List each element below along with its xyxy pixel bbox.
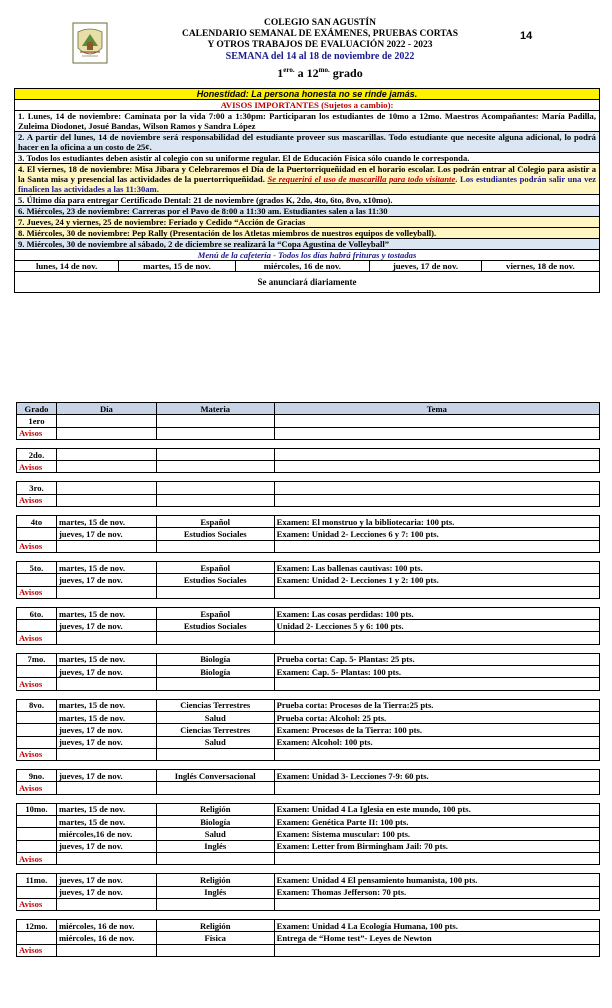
notice-row [15, 206, 600, 217]
topic-cell: Examen: El monstruo y la bibliotecaria: 100 pts. [274, 516, 599, 528]
notices-title: AVISOS IMPORTANTES (Sujetos a cambio): [15, 100, 600, 111]
day-cell [56, 678, 156, 690]
day-cell [56, 586, 156, 598]
topic-cell [274, 448, 599, 460]
spacer-row [17, 865, 600, 874]
day-cell [56, 852, 156, 864]
day-cell: martes, 15 de nov. [56, 711, 156, 723]
grade-range: $1^{ero.}$ a $12^{mo.}$ grado [277, 66, 363, 80]
column-header-dia: Día [56, 403, 156, 415]
topic-cell [274, 482, 599, 494]
notice-number: 9. [18, 239, 25, 249]
topic-cell [274, 678, 599, 690]
avisos-label [17, 828, 57, 840]
avisos-label [17, 574, 57, 586]
topic-cell [274, 461, 599, 473]
motto: Honestidad: La persona honesta no se rinde jamás. [15, 89, 600, 100]
table-row [17, 461, 600, 473]
subject-cell: Salud [156, 828, 274, 840]
day-cell: martes, 15 de nov. [56, 607, 156, 619]
topic-cell: Examen: Unidad 2- Lecciones 1 y 2: 100 pts. [274, 574, 599, 586]
topic-cell: Examen: Genética Parte II: 100 pts. [274, 816, 599, 828]
week-range: SEMANA del 14 al 18 de noviembre de 2022 [225, 51, 415, 62]
subject-cell: Inglés [156, 840, 274, 852]
calendar-subtitle: Y OTROS TRABAJOS DE EVALUACIÓN 2022 - 2023 [207, 40, 433, 50]
day-cell: jueves, 17 de nov. [56, 574, 156, 586]
topic-cell: Examen: Unidad 2- Lecciones 6 y 7: 100 pts. [274, 528, 599, 540]
topic-cell [274, 898, 599, 910]
topic-cell [274, 586, 599, 598]
subject-cell: Biología [156, 816, 274, 828]
topic-cell [274, 632, 599, 644]
table-row [17, 748, 600, 760]
day-cell [56, 427, 156, 439]
spacer-cell [17, 552, 600, 561]
topic-cell: Examen: Unidad 3- Lecciones 7-9: 60 pts. [274, 770, 599, 782]
column-header-tema: Tema [274, 403, 599, 415]
day-cell: miércoles, 16 de nov. [56, 932, 156, 944]
avisos-label: Avisos [17, 586, 57, 598]
table-row [17, 770, 600, 782]
spacer-row [17, 439, 600, 448]
day-cell: martes, 15 de nov. [56, 803, 156, 815]
spacer-cell [17, 911, 600, 920]
column-header-materia: Materia [156, 403, 274, 415]
table-row [17, 782, 600, 794]
topic-cell [274, 852, 599, 864]
day-cell: martes, 15 de nov. [56, 561, 156, 573]
notice-number: 3. [18, 153, 25, 163]
avisos-label [17, 932, 57, 944]
calendar-title: CALENDARIO SEMANAL DE EXÁMENES, PRUEBAS CORTAS [181, 29, 459, 39]
avisos-label [17, 816, 57, 828]
topic-cell: Entrega de “Home test”- Leyes de Newton [274, 932, 599, 944]
topic-cell [274, 540, 599, 552]
notice-row [15, 164, 600, 195]
topic-cell: Examen: Alcohol: 100 pts. [274, 736, 599, 748]
day-cell: martes, 15 de nov. [56, 699, 156, 711]
topic-cell: Examen: Unidad 4 La Ecología Humana, 100 pts. [274, 920, 599, 932]
subject-cell [156, 898, 274, 910]
notice-item [15, 153, 600, 164]
avisos-label [17, 724, 57, 736]
grade-label: 11mo. [17, 874, 57, 886]
avisos-label [17, 666, 57, 678]
subject-cell [156, 944, 274, 956]
table-row [17, 632, 600, 644]
table-row [17, 828, 600, 840]
subject-cell [156, 586, 274, 598]
day-cell [56, 748, 156, 760]
day-cell: martes, 15 de nov. [56, 516, 156, 528]
spacer-row [17, 794, 600, 803]
subject-cell [156, 678, 274, 690]
avisos-label: Avisos [17, 461, 57, 473]
day-cell [56, 415, 156, 427]
avisos-label: Avisos [17, 944, 57, 956]
grade-label: 2do. [17, 448, 57, 460]
spacer-row [17, 552, 600, 561]
spacer-row [17, 690, 600, 699]
notice-row [15, 195, 600, 206]
day-cell [56, 540, 156, 552]
subject-cell [156, 448, 274, 460]
topic-cell [274, 427, 599, 439]
table-row [17, 736, 600, 748]
spacer-cell [17, 865, 600, 874]
table-row [17, 886, 600, 898]
grade-label: 4to [17, 516, 57, 528]
table-row [17, 840, 600, 852]
notice-row [15, 228, 600, 239]
table-row [17, 448, 600, 460]
subject-cell [156, 461, 274, 473]
notice-text: Último día para entregar Certificado Dental: 21 de noviembre (grados K, 2do, 4to, 6to, 8vo, x10mo). [26, 195, 393, 205]
subject-cell [156, 494, 274, 506]
subject-cell: Ciencias Terrestres [156, 724, 274, 736]
avisos-label [17, 620, 57, 632]
notice-item [15, 195, 600, 206]
table-row [17, 516, 600, 528]
avisos-label [17, 711, 57, 723]
subject-cell [156, 852, 274, 864]
subject-cell [156, 748, 274, 760]
notice-text: Miércoles, 30 de noviembre al sábado, 2 de diciembre se realizará la “Copa Agustina de Volleyball” [26, 239, 390, 249]
grade-label: 1ero [17, 415, 57, 427]
day-cell [56, 448, 156, 460]
day-cell [56, 482, 156, 494]
notice-row [15, 239, 600, 250]
avisos-label: Avisos [17, 898, 57, 910]
table-row [17, 653, 600, 665]
table-row [17, 920, 600, 932]
subject-cell: Ciencias Terrestres [156, 699, 274, 711]
notice-row [15, 217, 600, 228]
avisos-label [17, 736, 57, 748]
grade-label: 6to. [17, 607, 57, 619]
notice-text: Jueves, 24 y viernes, 25 de noviembre: Feriado y Cedido “Acción de Gracias [26, 217, 306, 227]
subject-cell: Inglés Conversacional [156, 770, 274, 782]
topic-cell [274, 415, 599, 427]
subject-cell: Salud [156, 711, 274, 723]
notice-text: Miércoles, 23 de noviembre: Carreras por el Pavo de 8:00 a 11:30 am. Estudiantes salen a las 11:30 [26, 206, 388, 216]
spacer-cell [17, 507, 600, 516]
subject-cell: Religión [156, 920, 274, 932]
table-row [17, 803, 600, 815]
day-cell: jueves, 17 de nov. [56, 736, 156, 748]
topic-cell [274, 782, 599, 794]
notice-number: 5. [18, 195, 25, 205]
day-cell: jueves, 17 de nov. [56, 666, 156, 678]
topic-cell: Examen: Thomas Jefferson: 70 pts. [274, 886, 599, 898]
avisos-label [17, 886, 57, 898]
spacer-cell [17, 473, 600, 482]
day-cell [56, 944, 156, 956]
page-number: 14 [520, 30, 533, 42]
notice-item [15, 132, 600, 153]
notices-table [14, 88, 600, 293]
table-row [17, 711, 600, 723]
topic-cell: Examen: Las ballenas cautivas: 100 pts. [274, 561, 599, 573]
notice-item [15, 111, 600, 132]
table-row [17, 699, 600, 711]
table-row [17, 482, 600, 494]
topic-cell: Examen: Unidad 4 El pensamiento humanista, 100 pts. [274, 874, 599, 886]
spacer-cell [17, 761, 600, 770]
avisos-label: Avisos [17, 540, 57, 552]
table-row [17, 586, 600, 598]
grade-label: 12mo. [17, 920, 57, 932]
day-cell: miércoles,16 de nov. [56, 828, 156, 840]
subject-cell [156, 632, 274, 644]
notice-text: A partir del lunes, 14 de noviembre será responsabilidad del estudiante proveer sus mascarillas. Todo estudiante que necesite alguna adicional, lo podrá hacer en la oficina a un costo de 25¢. [18, 132, 596, 152]
table-row [17, 816, 600, 828]
table-row [17, 528, 600, 540]
avisos-label: Avisos [17, 782, 57, 794]
day-cell: jueves, 17 de nov. [56, 528, 156, 540]
topic-cell: Examen: Cap. 5- Plantas: 100 pts. [274, 666, 599, 678]
spacer-row [17, 598, 600, 607]
notice-row [15, 111, 600, 132]
subject-cell: Español [156, 607, 274, 619]
menu-day: lunes, 14 de nov. [15, 261, 119, 272]
avisos-label: Avisos [17, 852, 57, 864]
day-cell: miércoles, 16 de nov. [56, 920, 156, 932]
notice-number: 1. [18, 111, 25, 121]
notice-number: 2. [18, 132, 25, 142]
spacer-cell [17, 439, 600, 448]
notice-number: 4. [18, 164, 25, 174]
subject-cell: Física [156, 932, 274, 944]
school-crest-logo [72, 22, 108, 64]
notice-text: El viernes, 18 de noviembre: Misa Jíbara y Celebraremos el Día de la Puertorriqueñidad en el horario escolar. Los podrán entrar al Colegio para asistir a la Santa misa y presencial las actividades de la puertorriqueñidad. [18, 164, 596, 184]
grade-label: 5to. [17, 561, 57, 573]
subject-cell: Salud [156, 736, 274, 748]
topic-cell: Examen: Unidad 4 La Iglesia en este mundo, 100 pts. [274, 803, 599, 815]
avisos-label: Avisos [17, 494, 57, 506]
day-cell [56, 494, 156, 506]
notice-item [15, 228, 600, 239]
table-row [17, 607, 600, 619]
menu-day: viernes, 18 de nov. [481, 261, 599, 272]
topic-cell: Prueba corta: Procesos de la Tierra:25 pts. [274, 699, 599, 711]
subject-cell [156, 482, 274, 494]
cafeteria-menu-title: Menú de la cafetería - Todos los días habrá frituras y tostadas [15, 250, 600, 261]
topic-cell: Examen: Letter from Birmingham Jail: 70 pts. [274, 840, 599, 852]
day-cell [56, 898, 156, 910]
day-cell [56, 461, 156, 473]
notice-item [15, 164, 600, 195]
grade-label: 7mo. [17, 653, 57, 665]
notice-row [15, 153, 600, 164]
subject-cell [156, 540, 274, 552]
notice-item [15, 206, 600, 217]
table-row [17, 944, 600, 956]
spacer-cell [17, 644, 600, 653]
topic-cell: Unidad 2- Lecciones 5 y 6: 100 pts. [274, 620, 599, 632]
day-cell [56, 632, 156, 644]
table-row [17, 932, 600, 944]
topic-cell [274, 944, 599, 956]
avisos-label [17, 840, 57, 852]
day-cell [56, 782, 156, 794]
grade-label: 3ro. [17, 482, 57, 494]
avisos-label: Avisos [17, 748, 57, 760]
day-cell: jueves, 17 de nov. [56, 724, 156, 736]
day-cell: martes, 15 de nov. [56, 816, 156, 828]
subject-cell: Religión [156, 874, 274, 886]
grade-label: 9no. [17, 770, 57, 782]
day-cell: martes, 15 de nov. [56, 653, 156, 665]
menu-day: miércoles, 16 de nov. [235, 261, 369, 272]
spacer-row [17, 644, 600, 653]
table-row [17, 427, 600, 439]
spacer-row [17, 507, 600, 516]
notice-row [15, 132, 600, 153]
table-row [17, 724, 600, 736]
topic-cell [274, 748, 599, 760]
subject-cell: Religión [156, 803, 274, 815]
school-name: COLEGIO SAN AGUSTÍN [264, 18, 376, 28]
subject-cell [156, 782, 274, 794]
notice-item [15, 239, 600, 250]
topic-cell [274, 494, 599, 506]
notice-text: Lunes, 14 de noviembre: Caminata por la vida 7:00 a 1:30pm: Participaran los estudiantes de 10mo a 12mo. Maestros Acompañantes: María Padilla, Zuleima Diodonet, Josué Bandas, Wilson Ramos y Sandra López [18, 111, 596, 131]
topic-cell: Prueba corta: Cap. 5- Plantas: 25 pts. [274, 653, 599, 665]
grade-label: 8vo. [17, 699, 57, 711]
table-row [17, 561, 600, 573]
avisos-label: Avisos [17, 427, 57, 439]
topic-cell: Examen: Las cosas perdidas: 100 pts. [274, 607, 599, 619]
day-cell: jueves, 17 de nov. [56, 886, 156, 898]
notice-text: Todos los estudiantes deben asistir al colegio con su uniforme regular. El de Educación Física sólo cuando le corresponda. [26, 153, 470, 163]
notice-number: 6. [18, 206, 25, 216]
table-row [17, 494, 600, 506]
subject-cell: Estudios Sociales [156, 574, 274, 586]
evaluations-table [16, 402, 600, 957]
menu-note: Se anunciará diariamente [15, 272, 600, 293]
subject-cell: Estudios Sociales [156, 620, 274, 632]
notice-item [15, 217, 600, 228]
table-row [17, 620, 600, 632]
spacer-row [17, 911, 600, 920]
menu-day: martes, 15 de nov. [119, 261, 235, 272]
avisos-label: Avisos [17, 632, 57, 644]
subject-cell: Español [156, 516, 274, 528]
subject-cell: Estudios Sociales [156, 528, 274, 540]
table-row [17, 898, 600, 910]
table-row [17, 415, 600, 427]
subject-cell: Inglés [156, 886, 274, 898]
avisos-label: Avisos [17, 678, 57, 690]
notice-number: 7. [18, 217, 25, 227]
notice-dismissal: . Los estudiantes podrán salir una vez finalicen las actividades a las 11:30am. [18, 174, 596, 194]
table-row [17, 874, 600, 886]
avisos-label [17, 528, 57, 540]
subject-cell: Español [156, 561, 274, 573]
topic-cell: Prueba corta: Alcohol: 25 pts. [274, 711, 599, 723]
topic-cell: Examen: Procesos de la Tierra: 100 pts. [274, 724, 599, 736]
day-cell: jueves, 17 de nov. [56, 620, 156, 632]
subject-cell: Biología [156, 666, 274, 678]
table-row [17, 666, 600, 678]
table-row [17, 852, 600, 864]
table-row [17, 678, 600, 690]
spacer-cell [17, 598, 600, 607]
spacer-cell [17, 690, 600, 699]
spacer-row [17, 761, 600, 770]
spacer-cell [17, 794, 600, 803]
subject-cell: Biología [156, 653, 274, 665]
spacer-row [17, 473, 600, 482]
notice-number: 8. [18, 228, 25, 238]
notice-text: Miércoles, 30 de noviembre: Pep Rally (Presentación de los Atletas miembros de nuestros equipos de volleyball). [26, 228, 437, 238]
notice-mask-requirement: Se requerirá el uso de mascarilla para todo visitante [267, 174, 456, 184]
day-cell: jueves, 17 de nov. [56, 770, 156, 782]
topic-cell: Examen: Sistema muscular: 100 pts. [274, 828, 599, 840]
table-row [17, 574, 600, 586]
table-row [17, 540, 600, 552]
day-cell: jueves, 17 de nov. [56, 874, 156, 886]
menu-day: jueves, 17 de nov. [370, 261, 482, 272]
subject-cell [156, 427, 274, 439]
column-header-grado: Grado [17, 403, 57, 415]
subject-cell [156, 415, 274, 427]
document-header [130, 18, 510, 80]
grade-label: 10mo. [17, 803, 57, 815]
day-cell: jueves, 17 de nov. [56, 840, 156, 852]
